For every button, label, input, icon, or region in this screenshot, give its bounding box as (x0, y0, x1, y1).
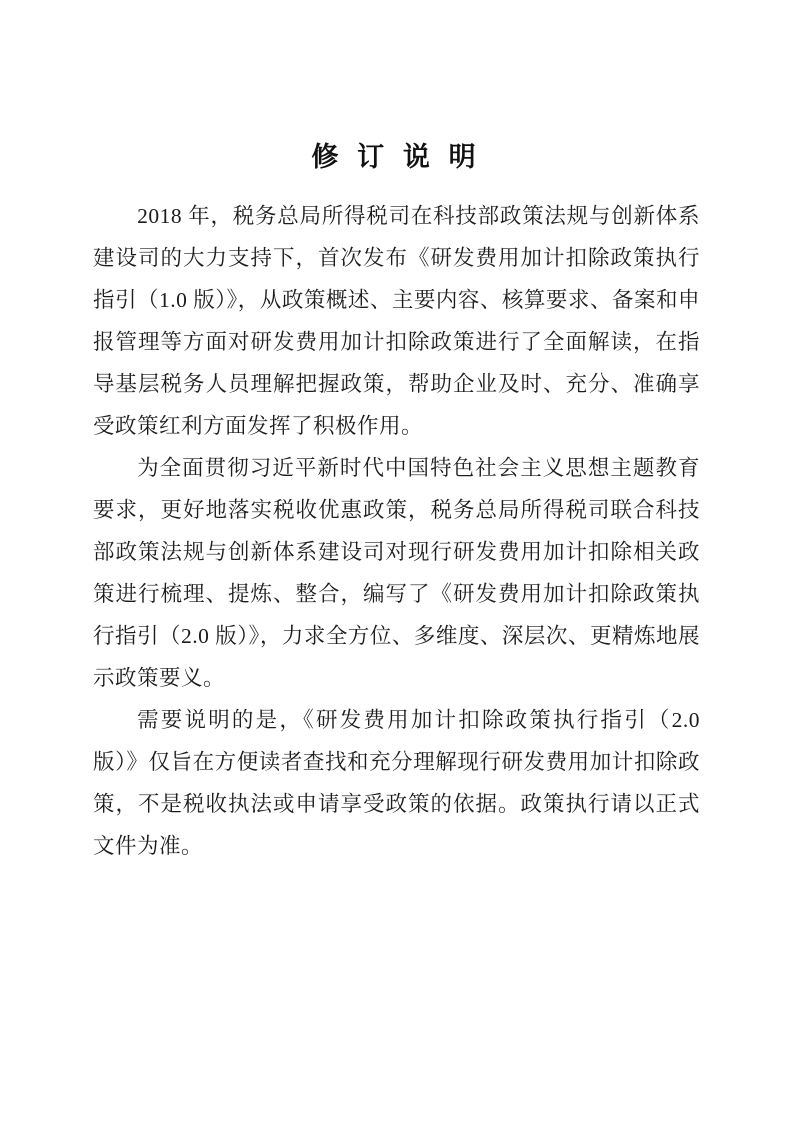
paragraph: 为全面贯彻习近平新时代中国特色社会主义思想主题教育要求，更好地落实税收优惠政策，税务总局所得税司联合科技部政策法规与创新体系建设司对现行研发费用加计扣除相关政策进行梳理、提炼、整合，编写了《研发费用加计扣除政策执行指引（2.0 版）》，力求全方位、多维度、深层次、更精炼地展示政策要义。 (93, 456, 700, 690)
paragraph: 需要说明的是，《研发费用加计扣除政策执行指引（2.0 版）》仅旨在方便读者查找和充分理解现行研发费用加计扣除政策，不是税收执法或申请享受政策的依据。政策执行请以正式文件为准。 (93, 708, 700, 858)
paragraph: 2018 年，税务总局所得税司在科技部政策法规与创新体系建设司的大力支持下，首次发布《研发费用加计扣除政策执行指引（1.0 版）》，从政策概述、主要内容、核算要求、备案和申报管理等方面对研发费用加计扣除政策进行了全面解读，在指导基层税务人员理解把握政策，帮助企业及时、充分、准确享受政策红利方面发挥了积极作用。 (93, 204, 700, 438)
page-title: 修 订 说 明 (311, 142, 482, 172)
document-body (93, 195, 700, 867)
